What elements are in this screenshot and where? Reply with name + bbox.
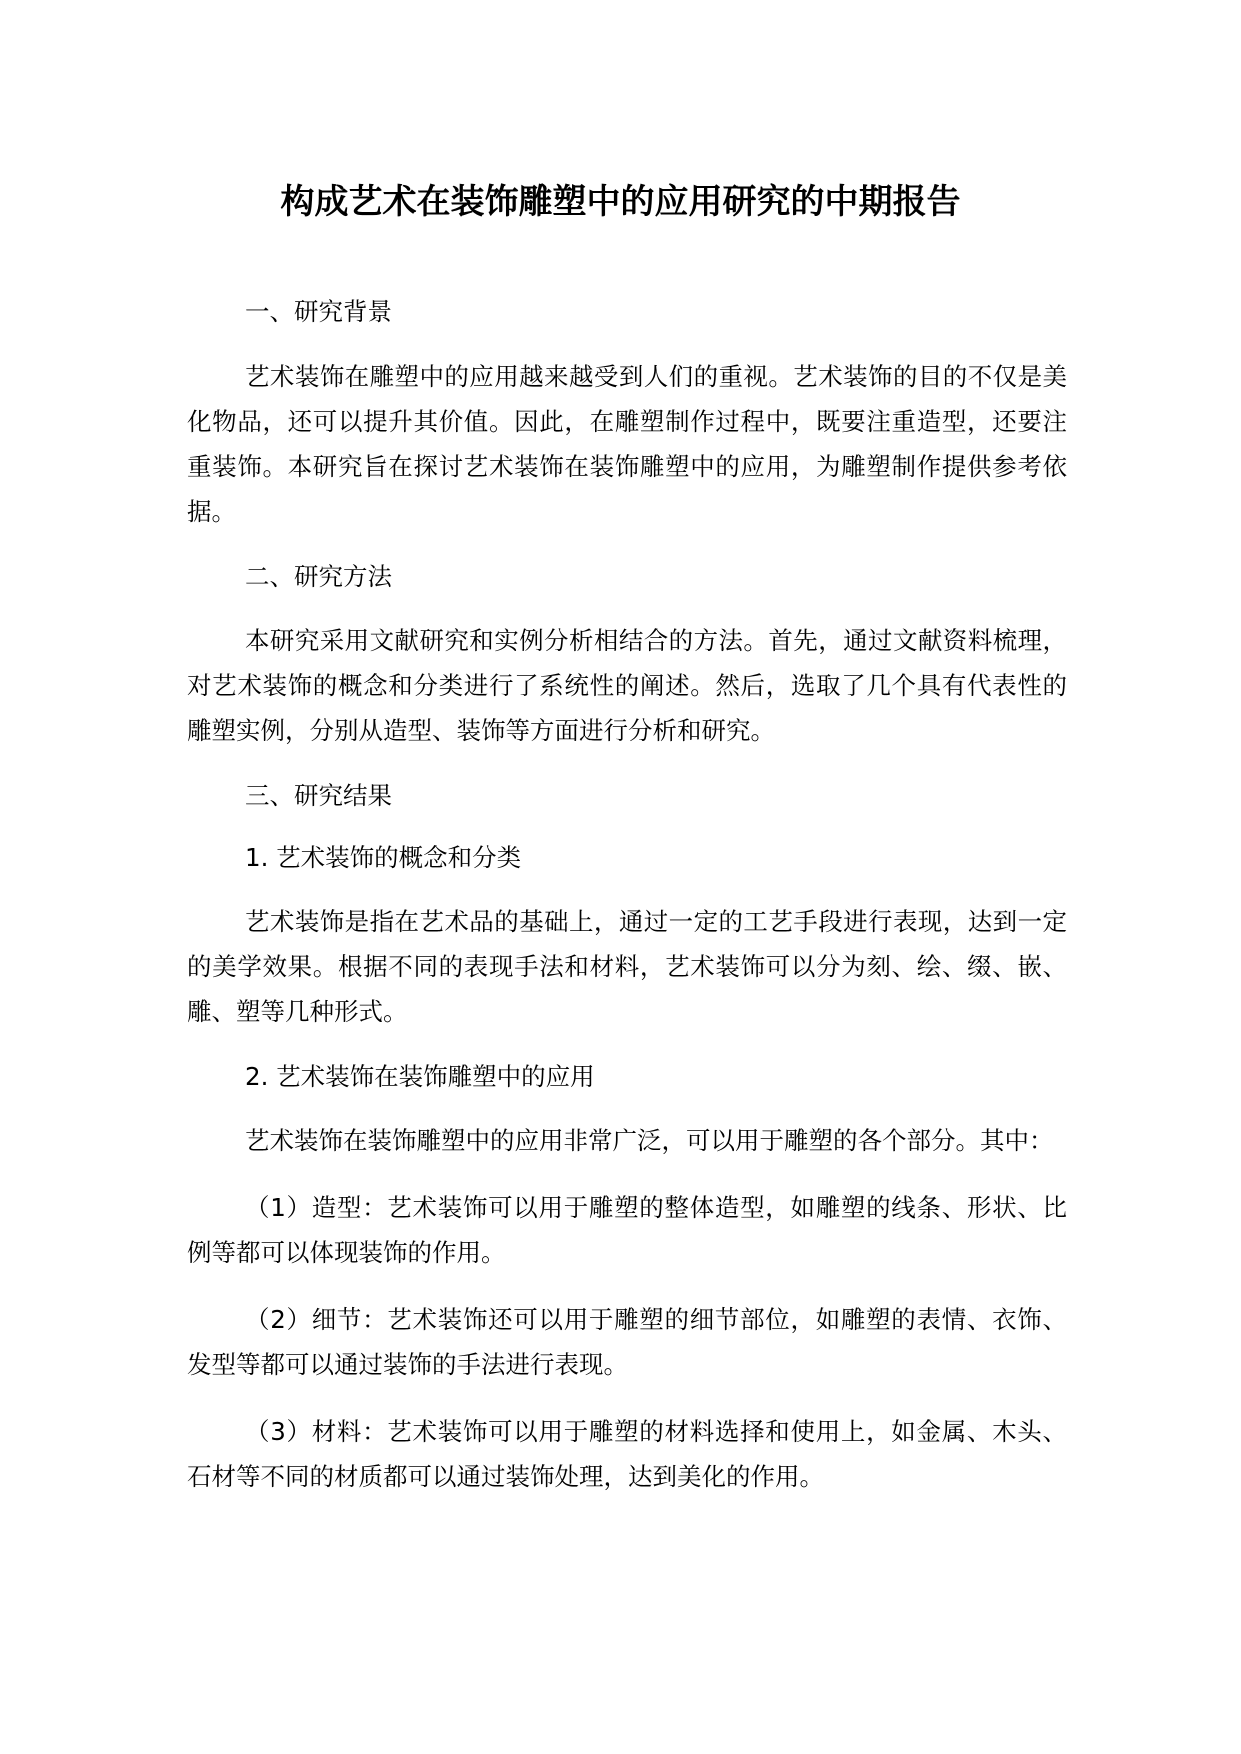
section-heading-results: 三、研究结果 — [245, 781, 392, 810]
paragraph-application-intro: 艺术装饰在装饰雕塑中的应用非常广泛，可以用于雕塑的各个部分。其中： — [245, 1126, 1054, 1155]
section-heading-background: 一、研究背景 — [245, 297, 392, 326]
paragraph-method: 本研究采用文献研究和实例分析相结合的方法。首先，通过文献资料梳理，对艺术装饰的概念和分类进行了系统性的阐述。然后，选取了几个具有代表性的雕塑实例，分别从造型、装饰等方面进行分析和研究。 — [187, 626, 1067, 745]
document-title: 构成艺术在装饰雕塑中的应用研究的中期报告 — [280, 182, 961, 222]
paragraph-concept: 艺术装饰是指在艺术品的基础上，通过一定的工艺手段进行表现，达到一定的美学效果。根据不同的表现手法和材料，艺术装饰可以分为刻、绘、缀、嵌、雕、塑等几种形式。 — [187, 907, 1067, 1026]
paragraph-item-material: （3）材料：艺术装饰可以用于雕塑的材料选择和使用上，如金属、木头、石材等不同的材质都可以通过装饰处理，达到美化的作用。 — [187, 1417, 1067, 1491]
subheading-application: 2. 艺术装饰在装饰雕塑中的应用 — [245, 1062, 595, 1091]
subheading-concept: 1. 艺术装饰的概念和分类 — [245, 843, 522, 872]
paragraph-background: 艺术装饰在雕塑中的应用越来越受到人们的重视。艺术装饰的目的不仅是美化物品，还可以提升其价值。因此，在雕塑制作过程中，既要注重造型，还要注重装饰。本研究旨在探讨艺术装饰在装饰雕塑中的应用，为雕塑制作提供参考依据。 — [187, 362, 1067, 526]
paragraph-item-detail: （2）细节：艺术装饰还可以用于雕塑的细节部位，如雕塑的表情、衣饰、发型等都可以通过装饰的手法进行表现。 — [187, 1305, 1067, 1379]
paragraph-item-shape: （1）造型：艺术装饰可以用于雕塑的整体造型，如雕塑的线条、形状、比例等都可以体现装饰的作用。 — [187, 1193, 1067, 1267]
section-heading-method: 二、研究方法 — [245, 562, 392, 591]
document-body — [187, 291, 1067, 1521]
